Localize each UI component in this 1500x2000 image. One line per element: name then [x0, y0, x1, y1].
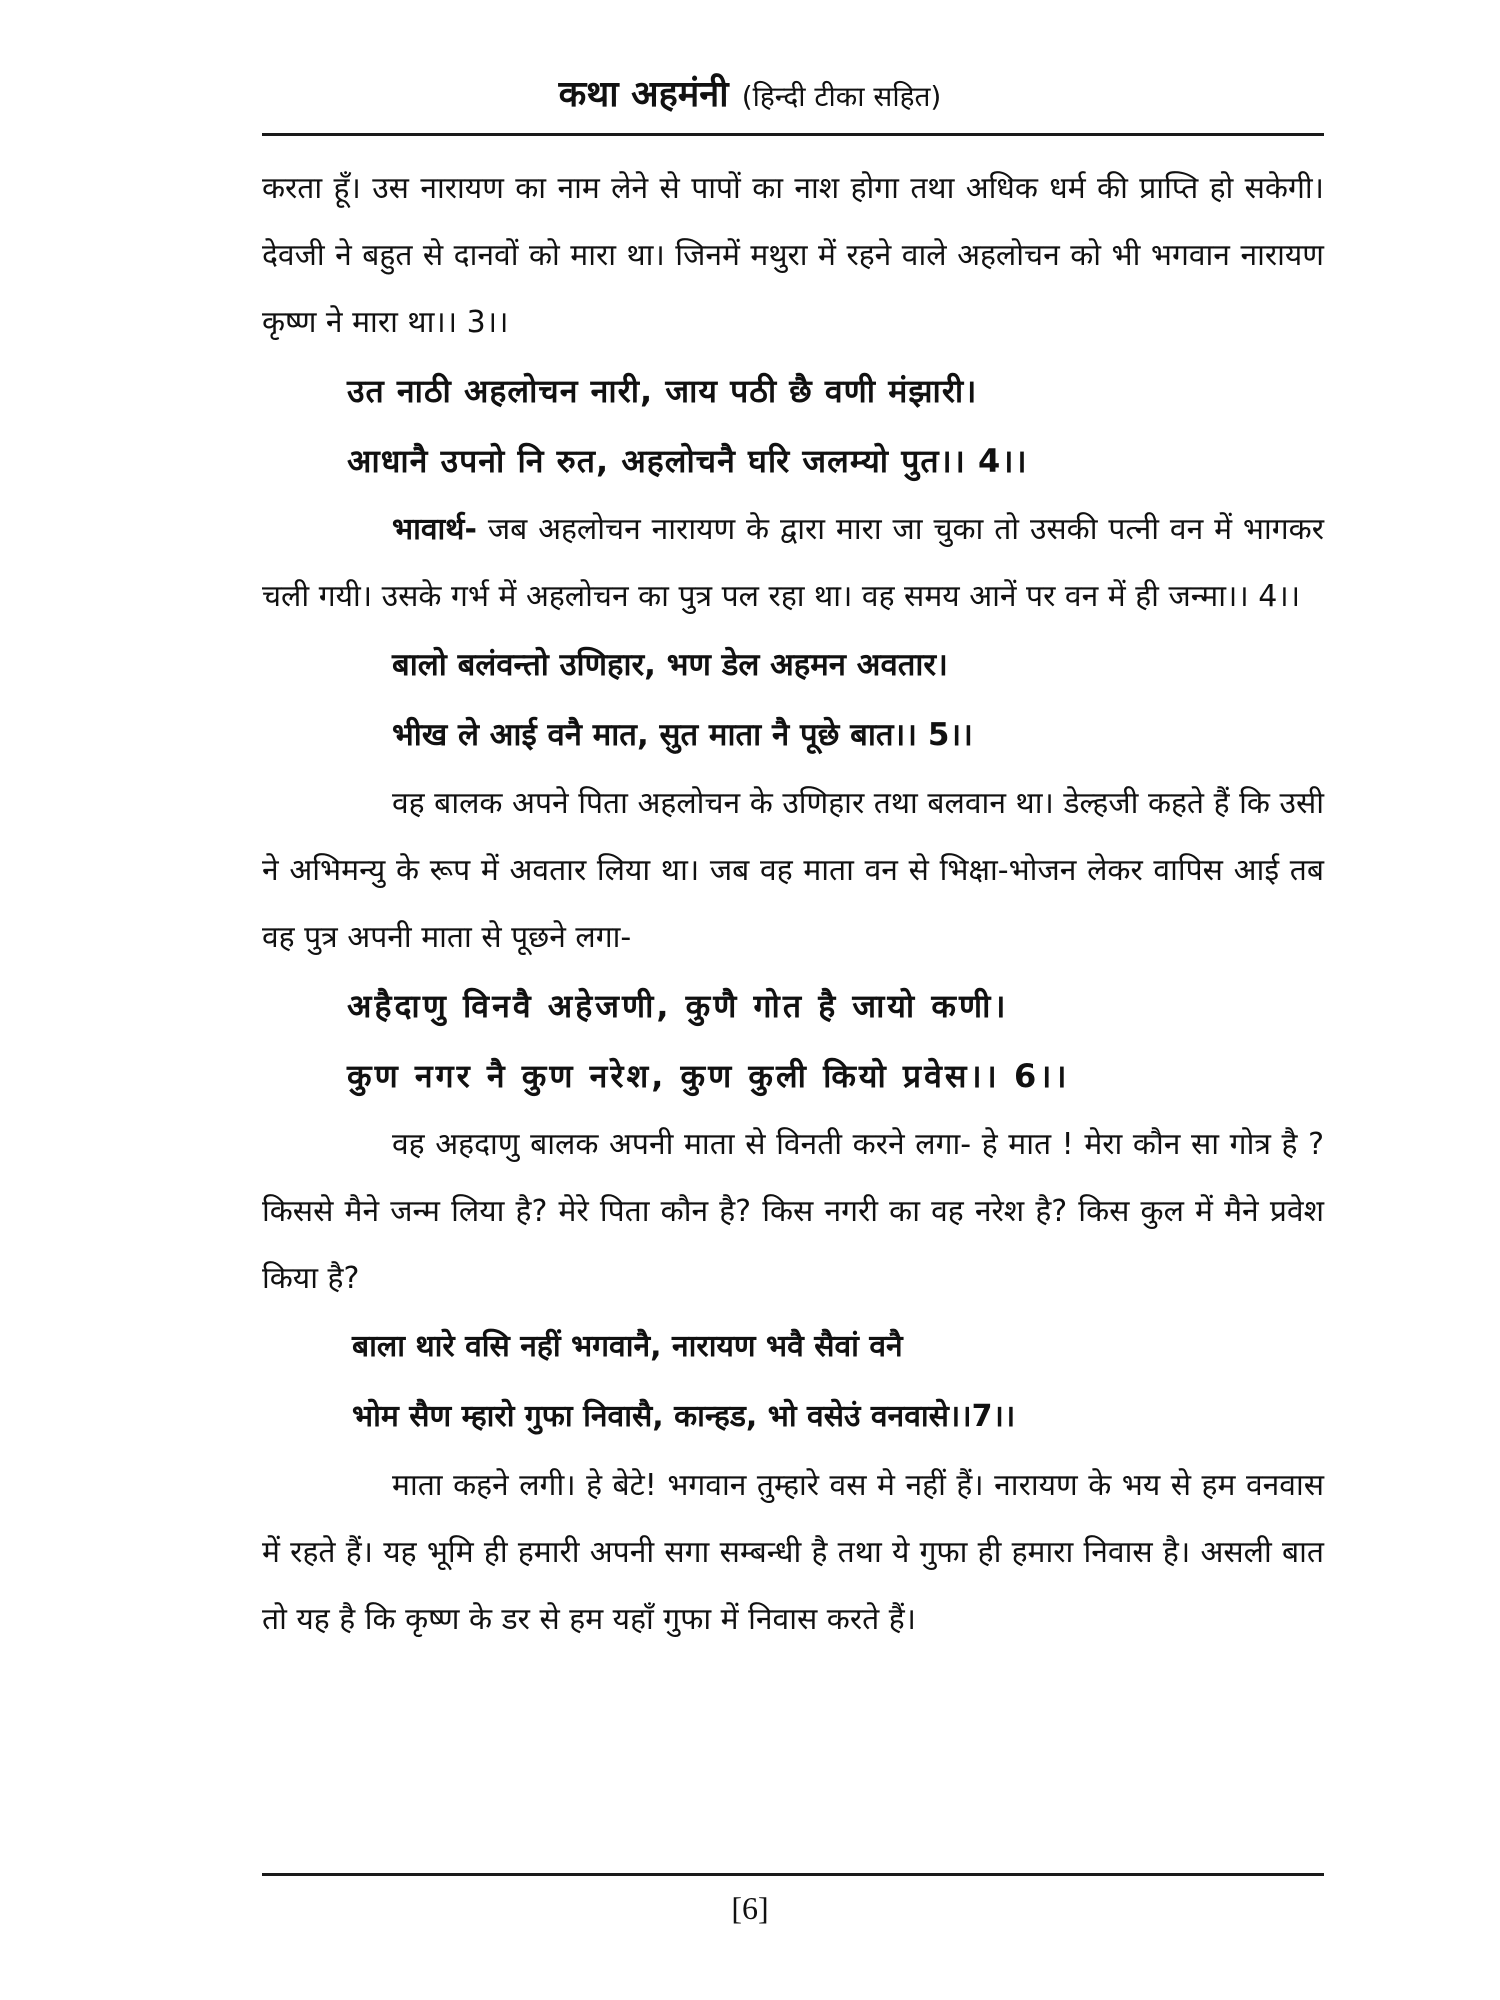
header-title: कथा अहमंनी: [558, 74, 729, 115]
paragraph-4: [262, 496, 1324, 630]
paragraph-6: वह अहदाणु बालक अपनी माता से विनती करने लगा- हे मात ! मेरा कौन सा गोत्र है ? किससे मैने जन्म लिया है? मेरे पिता कौन है? किस नगरी का वह नरेश है? किस कुल में मैने प्रवेश किया है?: [262, 1127, 1324, 1296]
header-subtitle: (हिन्दी टीका सहित): [741, 80, 942, 113]
verse-7-line-1: बाला थारे वसि नहीं भगवानै, नारायण भवै सैवां वनै: [352, 1329, 903, 1364]
verse-6-line-1: अहैदाणु विनवै अहेजणी, कुणै गोत है जायो कणी।: [347, 987, 1009, 1025]
paragraph-4-text: जब अहलोचन नारायण के द्वारा मारा जा चुका तो उसकी पत्नी वन में भागकर चली गयी। उसके गर्भ में अहलोचन का पुत्र पल रहा था। वह समय आनें पर वन में ही जन्मा।। 4।।: [262, 512, 1324, 614]
footer-rule: [262, 1873, 1324, 1876]
paragraph-5: वह बालक अपने पिता अहलोचन के उणिहार तथा बलवान था। डेल्हजी कहते हैं कि उसी ने अभिमन्यु के रूप में अवतार लिया था। जब वह माता वन से भिक्षा-भोजन लेकर वापिस आई तब वह पुत्र अपनी माता से पूछने लगा-: [262, 786, 1324, 955]
verse-7: [262, 1312, 1324, 1452]
page-header: [0, 68, 1500, 117]
bhavarth-label: भावार्थ-: [392, 512, 477, 547]
paragraph-3-continuation: करता हूँ। उस नारायण का नाम लेने से पापों का नाश होगा तथा अधिक धर्म की प्राप्ति हो सकेगी। देवजी ने बहुत से दानवों को मारा था। जिनमें मथुरा में रहने वाले अहलोचन को भी भगवान नारायण कृष्ण ने मारा था।। 3।।: [262, 171, 1324, 340]
verse-4-line-1: उत नाठी अहलोचन नारी, जाय पठी छै वणी मंझारी।: [347, 372, 978, 410]
verse-4: [262, 356, 1324, 496]
verse-6-line-2: कुण नगर नै कुण नरेश, कुण कुली कियो प्रवेस।। 6।।: [347, 1057, 1070, 1095]
page-number: [6]: [731, 1890, 769, 1926]
verse-5-line-1: बालो बलंवन्तो उणिहार, भण डेल अहमन अवतार।: [392, 647, 948, 683]
verse-5-line-2: भीख ले आई वनै मात, सुत माता नै पूछे बात।। 5।।: [392, 717, 973, 753]
header-rule: [262, 133, 1324, 136]
page-content: [262, 155, 1324, 1653]
verse-7-line-2: भोम सैण म्हारो गुफा निवासै, कान्हड, भो वसेउं वनवासे।।7।।: [352, 1399, 1016, 1434]
paragraph-7: माता कहने लगी। हे बेटे! भगवान तुम्हारे वस मे नहीं हैं। नारायण के भय से हम वनवास में रहते हैं। यह भूमि ही हमारी अपनी सगा सम्बन्धी है तथा ये गुफा ही हमारा निवास है। असली बात तो यह है कि कृष्ण के डर से हम यहाँ गुफा में निवास करते हैं।: [262, 1468, 1324, 1637]
verse-6: [262, 971, 1324, 1111]
verse-5: [262, 630, 1324, 770]
verse-4-line-2: आधानै उपनो नि रुत, अहलोचनै घरि जलम्यो पुत।। 4।।: [347, 442, 1028, 480]
